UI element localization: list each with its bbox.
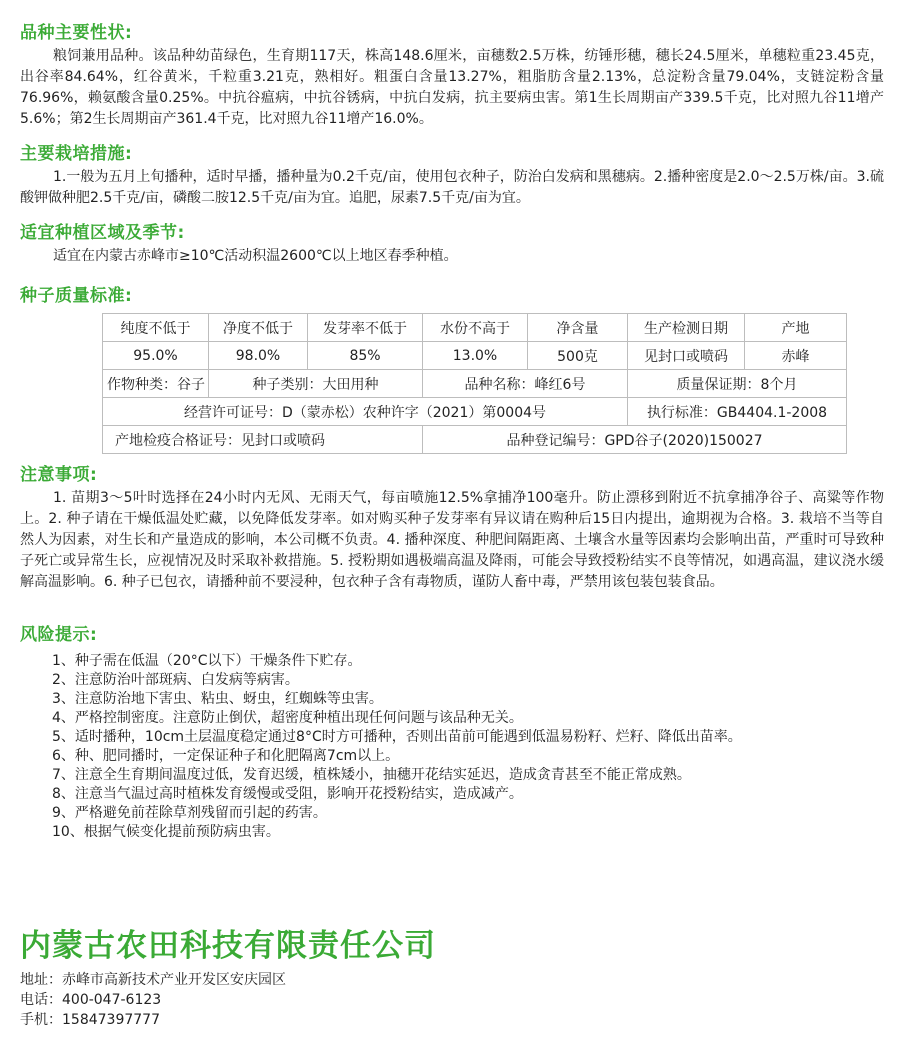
table-header-cell: 净含量 — [528, 314, 628, 342]
table-cell: 98.0% — [209, 342, 308, 370]
table-cell: 种子类别：大田用种 — [209, 370, 423, 398]
region-title: 适宜种植区域及季节: — [20, 223, 185, 243]
list-item: 4、严格控制密度。注意防止倒伏，超密度种植出现任何问题与该品种无关。 — [52, 710, 523, 726]
company-mobile: 手机：15847397777 — [20, 1012, 160, 1028]
table-row — [103, 342, 847, 370]
table-cell: 品种名称：峰红6号 — [423, 370, 628, 398]
table-row — [103, 370, 847, 398]
region-text: 适宜在内蒙古赤峰市≥10℃活动积温2600℃以上地区春季种植。 — [53, 248, 458, 264]
company-name: 内蒙古农田科技有限责任公司 — [20, 928, 436, 964]
company-phone: 电话：400-047-6123 — [20, 992, 162, 1008]
table-header-cell: 水份不高于 — [423, 314, 528, 342]
table-header-cell: 发芽率不低于 — [308, 314, 423, 342]
table-cell: 质量保证期：8个月 — [628, 370, 847, 398]
list-item: 1、种子需在低温（20°C以下）干燥条件下贮存。 — [52, 653, 362, 669]
table-header-cell: 净度不低于 — [209, 314, 308, 342]
notes-title: 注意事项: — [20, 465, 98, 485]
table-header-cell: 生产检测日期 — [628, 314, 745, 342]
list-item: 10、根据气候变化提前预防病虫害。 — [52, 824, 280, 840]
quality-title: 种子质量标准: — [20, 286, 133, 306]
traits-text: 粮饲兼用品种。该品种幼苗绿色，生育期117天，株高148.6厘米，亩穗数2.5万株，纺锤形穗，穗长24.5厘米，单穗粒重23.45克，出谷率84.64%，红谷黄米，千粒重3.21克，熟相好。粗蛋白含量13.27%，粗脂肪含量2.13%，总淀粉含量79.04%，支链淀粉含量76.96%，赖氨酸含量0.25%。中抗谷瘟病，中抗谷锈病，中抗白发病，抗主要病虫害。第1生长周期亩产339.5千克，比对照九谷11增产5.6%；第2生长周期亩产361.4千克，比对照九谷11增产16.0%。 — [20, 48, 884, 127]
table-cell: 500克 — [528, 342, 628, 370]
list-item: 6、种、肥同播时，一定保证种子和化肥隔离7cm以上。 — [52, 748, 400, 764]
table-header-cell: 纯度不低于 — [103, 314, 209, 342]
table-row — [103, 398, 847, 426]
list-item: 9、严格避免前茬除草剂残留而引起的药害。 — [52, 805, 327, 821]
list-item: 2、注意防治叶部斑病、白发病等病害。 — [52, 672, 299, 688]
risks-title: 风险提示: — [20, 625, 98, 645]
table-cell: 品种登记编号：GPD谷子(2020)150027 — [423, 426, 847, 454]
table-cell: 见封口或喷码 — [628, 342, 745, 370]
cultivation-title: 主要栽培措施: — [20, 144, 133, 164]
list-item: 7、注意全生育期间温度过低，发育迟缓，植株矮小，抽穗开花结实延迟，造成贪青甚至不能正常成熟。 — [52, 767, 691, 783]
risk-list — [52, 652, 882, 842]
table-cell: 13.0% — [423, 342, 528, 370]
list-item: 5、适时播种，10cm土层温度稳定通过8°C时方可播种，否则出苗前可能遇到低温易粉籽、烂籽、降低出苗率。 — [52, 729, 742, 745]
company-contact — [20, 970, 286, 1030]
table-cell: 产地检疫合格证号：见封口或喷码 — [103, 426, 423, 454]
list-item: 3、注意防治地下害虫、粘虫、蚜虫，红蜘蛛等虫害。 — [52, 691, 383, 707]
seed-quality-table — [102, 313, 847, 454]
table-header-row — [103, 314, 847, 342]
cultivation-text: 1.一般为五月上旬播种，适时早播，播种量为0.2千克/亩，使用包衣种子，防治白发病和黑穗病。2.播种密度是2.0～2.5万株/亩。3.硫酸钾做种肥2.5千克/亩，磷酸二胺12.5千克/亩为宜。追肥，尿素7.5千克/亩为宜。 — [20, 169, 884, 206]
table-cell: 赤峰 — [745, 342, 847, 370]
company-address: 地址：赤峰市高新技术产业开发区安庆园区 — [20, 972, 286, 988]
table-row — [103, 426, 847, 454]
traits-title: 品种主要性状: — [20, 23, 133, 43]
table-cell: 经营许可证号：D（蒙赤松）农种许字（2021）第0004号 — [103, 398, 628, 426]
list-item: 8、注意当气温过高时植株发育缓慢或受阻，影响开花授粉结实，造成减产。 — [52, 786, 523, 802]
table-cell: 执行标准：GB4404.1-2008 — [628, 398, 847, 426]
table-cell: 作物种类：谷子 — [103, 370, 209, 398]
notes-text: 1. 苗期3～5叶时选择在24小时内无风、无雨天气，每亩喷施12.5%拿捕净100毫升。防止漂移到附近不抗拿捕净谷子、高粱等作物上。2. 种子请在干燥低温处贮藏，以免降低发芽率。如对购买种子发芽率有异议请在购种后15日内提出，逾期视为合格。3. 栽培不当等自然人为因素，对生长和产量造成的影响，本公司概不负责。4. 播种深度、种肥间隔距离、土壤含水量等因素均会影响出苗，严重时可导致种子死亡或异常生长，应视情况及时采取补救措施。5. 授粉期如遇极端高温及降雨，可能会导致授粉结实不良等情况，如遇高温，建议浇水缓解高温影响。6. 种子已包衣，请播种前不要浸种，包衣种子含有毒物质，谨防人畜中毒，严禁用该包装包装食品。 — [20, 490, 884, 590]
table-header-cell: 产地 — [745, 314, 847, 342]
table-cell: 85% — [308, 342, 423, 370]
table-cell: 95.0% — [103, 342, 209, 370]
